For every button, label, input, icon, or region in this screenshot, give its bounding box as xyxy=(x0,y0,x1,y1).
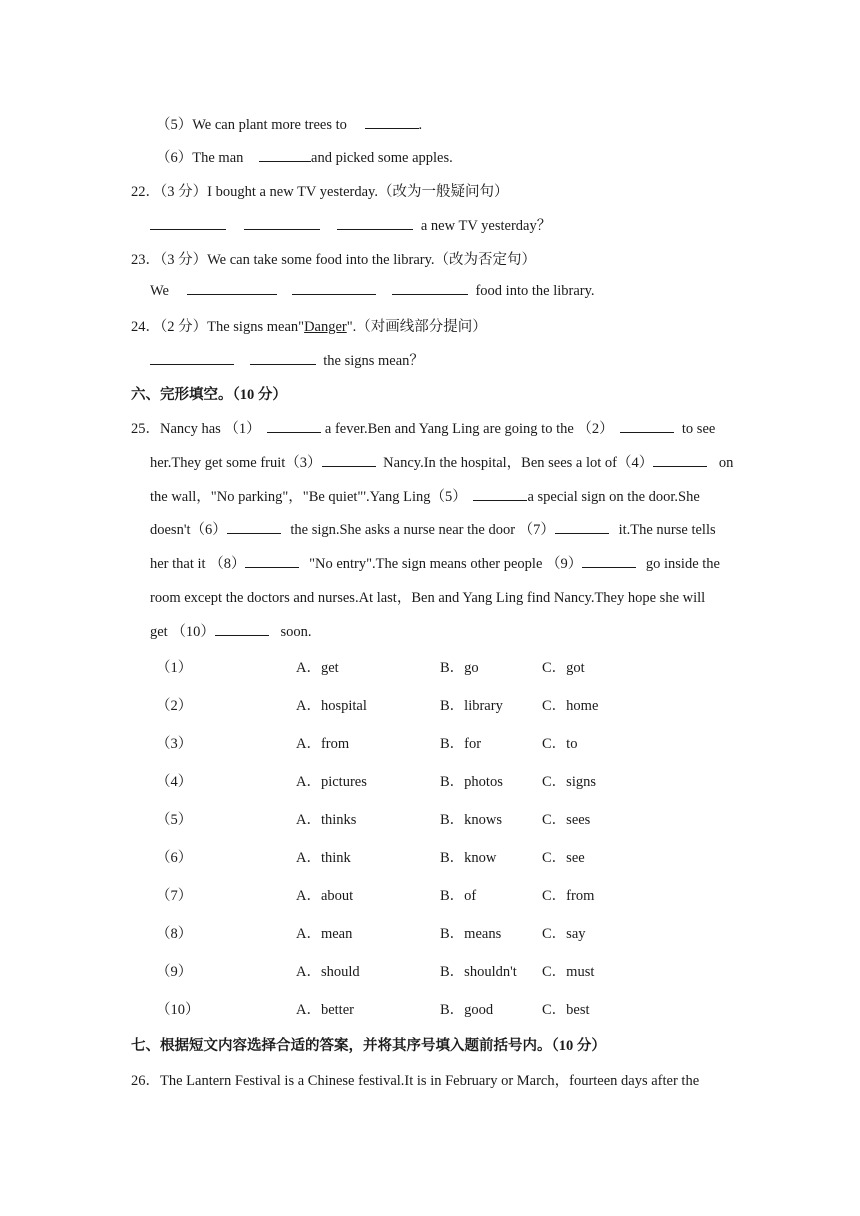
option-number: （1） xyxy=(156,660,193,676)
option-row xyxy=(0,770,860,790)
option-row xyxy=(0,960,860,980)
option-a[interactable]: A．get xyxy=(296,660,339,676)
option-row xyxy=(0,884,860,904)
option-number: （4） xyxy=(156,774,193,790)
q22-answer-line xyxy=(150,214,551,235)
option-number: （3） xyxy=(156,736,193,752)
option-row xyxy=(0,694,860,714)
option-row xyxy=(0,656,860,676)
option-a[interactable]: A．about xyxy=(296,888,354,904)
q24-prompt-post: ".（对画线部分提问） xyxy=(346,319,487,335)
option-number: （6） xyxy=(156,850,193,866)
passage-text: on xyxy=(718,455,734,471)
q23-answer-tail: food into the library. xyxy=(475,283,595,299)
answer-blank[interactable] xyxy=(653,454,707,467)
answer-blank[interactable] xyxy=(245,555,299,568)
option-c[interactable]: C．to xyxy=(542,736,578,752)
passage-text: to see xyxy=(681,421,716,437)
q24-prompt-pre: 24．（2 分）The signs mean" xyxy=(131,319,305,335)
option-number: （5） xyxy=(156,812,193,828)
q24-answer-tail: the signs mean？ xyxy=(323,353,424,369)
answer-blank[interactable] xyxy=(215,623,269,636)
option-a[interactable]: A．should xyxy=(296,964,360,980)
option-c[interactable]: C．best xyxy=(542,1002,590,1018)
passage-text: it.The nurse tells xyxy=(618,522,716,538)
passage-line xyxy=(150,518,716,539)
answer-blank[interactable] xyxy=(150,217,226,230)
passage-text: room except the doctors and nurses.At last，Ben and Yang Ling find Nancy.They hope she will xyxy=(150,590,706,606)
answer-blank[interactable] xyxy=(582,555,636,568)
option-c[interactable]: C．say xyxy=(542,926,586,942)
answer-blank[interactable] xyxy=(620,420,674,433)
answer-blank[interactable] xyxy=(250,352,316,365)
passage-text: doesn't（6） xyxy=(150,522,227,538)
answer-blank[interactable] xyxy=(267,420,321,433)
option-b[interactable]: B．photos xyxy=(440,774,503,790)
passage-text: the sign.She asks a nurse near the door （7） xyxy=(290,522,555,538)
passage-text: "No entry".The sign means other people （9） xyxy=(309,556,583,572)
option-number: （2） xyxy=(156,698,193,714)
option-a[interactable]: A．from xyxy=(296,736,350,752)
answer-blank[interactable] xyxy=(150,352,234,365)
option-number: （8） xyxy=(156,926,193,942)
q24-answer-line xyxy=(150,349,424,370)
passage-text: 25．Nancy has （1） xyxy=(131,421,261,437)
passage-line xyxy=(150,552,720,573)
option-b[interactable]: B．library xyxy=(440,698,503,714)
q24-prompt xyxy=(131,315,487,336)
option-row xyxy=(0,732,860,752)
passage-text: a special sign on the door.She xyxy=(527,489,700,505)
answer-blank[interactable] xyxy=(337,217,413,230)
option-row xyxy=(0,808,860,828)
answer-blank[interactable] xyxy=(555,521,609,534)
option-b[interactable]: B．go xyxy=(440,660,479,676)
option-c[interactable]: C．see xyxy=(542,850,585,866)
q22-answer-tail: a new TV yesterday？ xyxy=(420,218,552,234)
option-c[interactable]: C．home xyxy=(542,698,599,714)
answer-blank[interactable] xyxy=(259,149,311,162)
q21-item5-suffix: . xyxy=(418,117,423,133)
passage-text: her.They get some fruit（3） xyxy=(150,455,322,471)
answer-blank[interactable] xyxy=(244,217,320,230)
section-7-heading: 七、根据短文内容选择合适的答案，并将其序号填入题前括号内。（10 分） xyxy=(131,1038,606,1054)
option-a[interactable]: A．hospital xyxy=(296,698,367,714)
q22-prompt: 22．（3 分）I bought a new TV yesterday.（改为一般疑问句） xyxy=(131,184,509,200)
answer-blank[interactable] xyxy=(227,521,281,534)
option-b[interactable]: B．means xyxy=(440,926,502,942)
option-row xyxy=(0,846,860,866)
option-c[interactable]: C．signs xyxy=(542,774,596,790)
option-c[interactable]: C．must xyxy=(542,964,595,980)
q26-line: 26．The Lantern Festival is a Chinese festival.It is in February or March，fourteen days after the xyxy=(131,1073,700,1089)
passage-text: Nancy.In the hospital，Ben sees a lot of（4） xyxy=(383,455,654,471)
option-b[interactable]: B．knows xyxy=(440,812,503,828)
passage-text: get （10） xyxy=(150,624,215,640)
passage-line xyxy=(150,586,705,607)
q21-item5-text: （5）We can plant more trees to xyxy=(156,117,347,133)
option-number: （7） xyxy=(156,888,193,904)
passage-text: go inside the xyxy=(645,556,720,572)
passage-line xyxy=(150,485,700,506)
q21-item6-text: （6）The man xyxy=(156,150,244,166)
q21-item-5 xyxy=(156,113,422,134)
section-6-heading: 六、完形填空。（10 分） xyxy=(131,387,287,403)
option-number: （10） xyxy=(156,1002,200,1018)
option-a[interactable]: A．think xyxy=(296,850,351,866)
q24-underlined-word: Danger xyxy=(304,319,347,335)
option-b[interactable]: B．for xyxy=(440,736,482,752)
answer-blank[interactable] xyxy=(365,116,419,129)
answer-blank[interactable] xyxy=(392,282,468,295)
q23-answer-line xyxy=(150,282,595,300)
option-number: （9） xyxy=(156,964,193,980)
passage-text: soon. xyxy=(280,624,312,640)
option-row xyxy=(0,998,860,1018)
option-a[interactable]: A．pictures xyxy=(296,774,367,790)
passage-line xyxy=(150,620,312,641)
q21-item6-suffix: and picked some apples. xyxy=(311,150,453,166)
option-b[interactable]: B．know xyxy=(440,850,497,866)
answer-blank[interactable] xyxy=(322,454,376,467)
option-c[interactable]: C．sees xyxy=(542,812,591,828)
q23-answer-head: We xyxy=(150,283,169,299)
answer-blank[interactable] xyxy=(473,488,527,501)
passage-line xyxy=(131,417,715,438)
option-row xyxy=(0,922,860,942)
option-a[interactable]: A．mean xyxy=(296,926,353,942)
q21-item-6 xyxy=(156,146,453,167)
q23-prompt: 23．（3 分）We can take some food into the library.（改为否定句） xyxy=(131,252,537,268)
passage-text: a fever.Ben and Yang Ling are going to the （2） xyxy=(324,421,614,437)
answer-blank[interactable] xyxy=(292,282,376,295)
option-c[interactable]: C．got xyxy=(542,660,585,676)
passage-text: her that it （8） xyxy=(150,556,246,572)
option-b[interactable]: B．good xyxy=(440,1002,494,1018)
option-c[interactable]: C．from xyxy=(542,888,595,904)
passage-line xyxy=(150,451,733,472)
answer-blank[interactable] xyxy=(187,282,277,295)
option-a[interactable]: A．thinks xyxy=(296,812,357,828)
option-b[interactable]: B．shouldn't xyxy=(440,964,517,980)
option-b[interactable]: B．of xyxy=(440,888,477,904)
option-a[interactable]: A．better xyxy=(296,1002,354,1018)
passage-text: the wall，"No parking"，"Be quiet"'.Yang Ling（5） xyxy=(150,489,467,505)
